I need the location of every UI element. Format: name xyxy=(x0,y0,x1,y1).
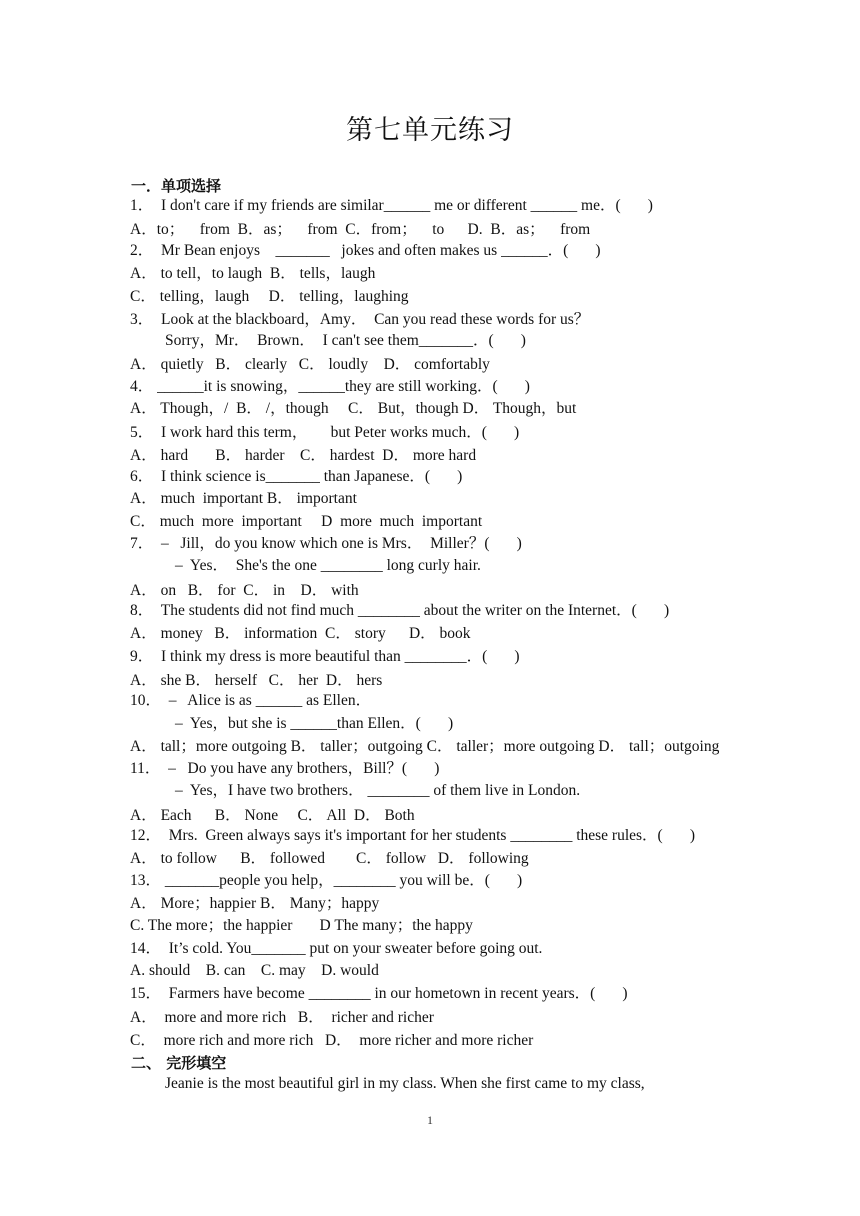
question-15-options-b: C． more rich and more rich D． more richer and more richer xyxy=(130,1032,534,1049)
question-7: 7． – Jill，do you know which one is Mrs． Miller？( ) xyxy=(130,535,522,552)
question-9-options: A． she B． herself C． her D． hers xyxy=(130,672,383,689)
question-11: 11． – Do you have any brothers，Bill？( ) xyxy=(130,760,440,777)
section-heading-multiple-choice: 一．单项选择 xyxy=(131,177,222,195)
question-11-options: A． Each B． None C． All D． Both xyxy=(130,807,415,824)
cloze-passage-line: Jeanie is the most beautiful girl in my class. When she first came to my class, xyxy=(165,1075,645,1092)
question-8-options: A． money B． information C． story D． book xyxy=(130,625,471,642)
question-13-options-b: C. The more；the happier D The many；the happy xyxy=(130,917,473,934)
page-number: 1 xyxy=(427,1113,433,1127)
question-11-reply: – Yes，I have two brothers． ________ of them live in London. xyxy=(175,782,581,799)
question-14-options: A. should B. can C. may D. would xyxy=(130,962,379,979)
question-4: 4． ______it is snowing，______they are still working．( ) xyxy=(130,378,530,395)
question-13: 13． _______people you help，________ you will be．( ) xyxy=(130,872,523,889)
question-3: 3． Look at the blackboard，Amy． Can you read these words for us？ xyxy=(130,311,590,328)
question-5-options: A． hard B． harder C． hardest D． more hard xyxy=(130,447,477,464)
question-2: 2． Mr Bean enjoys _______ jokes and often makes us ______．( ) xyxy=(130,242,601,259)
question-2-options-a: A． to tell，to laugh B． tells，laugh xyxy=(130,265,376,282)
question-2-options-b: C． telling，laugh D． telling，laughing xyxy=(130,288,409,305)
question-1: 1． I don't care if my friends are similar______ me or different ______ me．( ) xyxy=(130,197,653,214)
question-8: 8． The students did not find much ________ about the writer on the Internet．( ) xyxy=(130,602,670,619)
question-9: 9． I think my dress is more beautiful than ________．( ) xyxy=(130,648,520,665)
section-heading-cloze: 二、 完形填空 xyxy=(131,1054,227,1072)
question-3-options: A． quietly B． clearly C． loudly D． comfortably xyxy=(130,356,490,373)
question-6-options-a: A． much important B． important xyxy=(130,490,357,507)
page-title: 第七单元练习 xyxy=(346,115,514,146)
question-7-options: A． on B． for C． in D． with xyxy=(130,582,359,599)
question-4-options: A． Though，/ B． /，though C． But，though D． Though，but xyxy=(130,400,577,417)
question-14: 14． It’s cold. You_______ put on your sweater before going out. xyxy=(130,940,543,957)
question-15-options-a: A． more and more rich B． richer and richer xyxy=(130,1009,434,1026)
question-6: 6． I think science is_______ than Japanese．( ) xyxy=(130,468,463,485)
question-6-options-b: C． much more important D more much important xyxy=(130,513,483,530)
question-10-reply: – Yes，but she is ______than Ellen．( ) xyxy=(175,715,454,732)
question-7-reply: – Yes． She's the one ________ long curly hair. xyxy=(175,557,481,574)
question-1-options: A．to； from B．as； from C．from； to D. B．as； from xyxy=(130,221,591,238)
question-12: 12． Mrs. Green always says it's important for her students ________ these rules．( ) xyxy=(130,827,696,844)
question-12-options: A． to follow B． followed C． follow D． following xyxy=(130,850,529,867)
question-10: 10． – Alice is as ______ as Ellen． xyxy=(130,692,372,709)
question-3-reply: Sorry，Mr． Brown． I can't see them_______．( ) xyxy=(165,332,526,349)
question-13-options-a: A． More；happier B． Many；happy xyxy=(130,895,380,912)
question-5: 5． I work hard this term， but Peter works much．( ) xyxy=(130,424,520,441)
question-10-options: A． tall；more outgoing B． taller；outgoing C． taller；more outgoing D． tall；outgoing xyxy=(130,738,720,755)
question-15: 15． Farmers have become ________ in our hometown in recent years．( ) xyxy=(130,985,628,1002)
